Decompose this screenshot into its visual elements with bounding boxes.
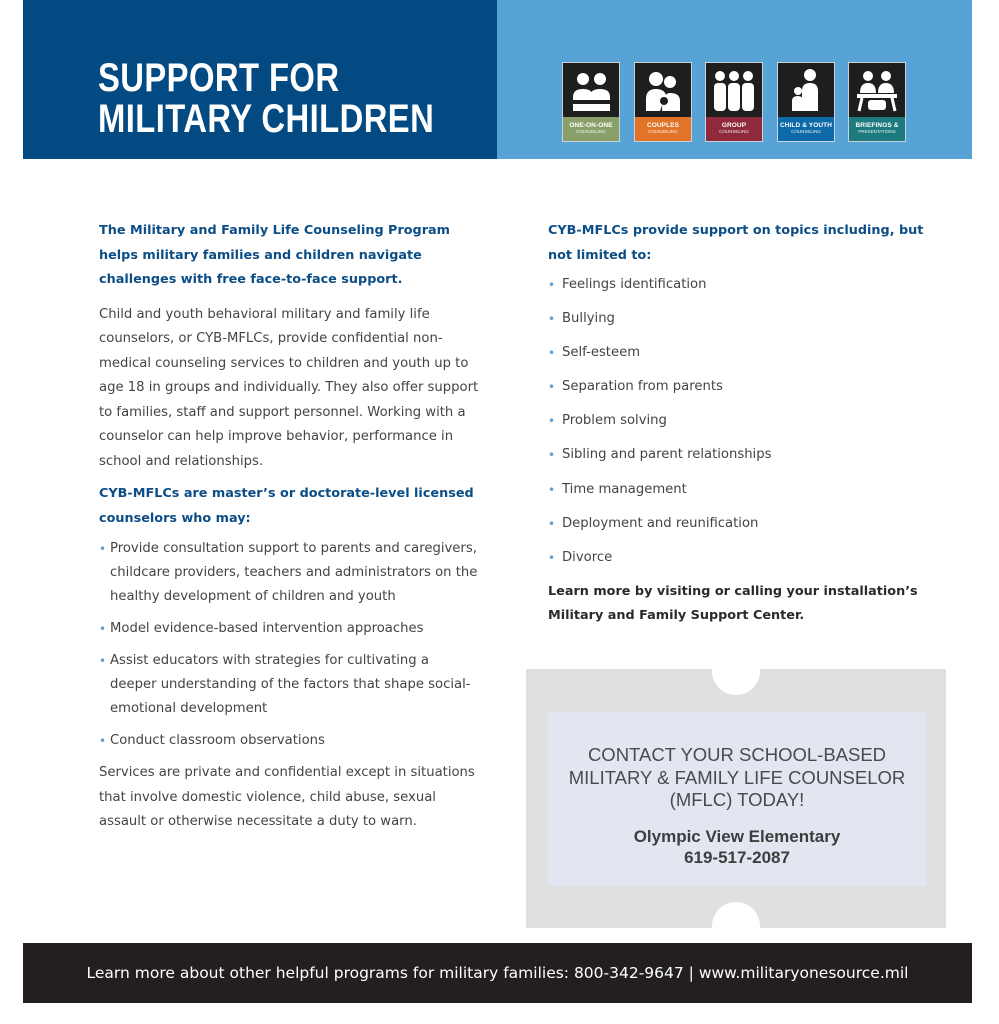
list-item-text: Model evidence-based intervention approaches xyxy=(110,621,424,636)
list-item xyxy=(548,512,928,536)
left-column xyxy=(99,219,479,835)
bullet-icon: • xyxy=(99,734,107,748)
badge-group xyxy=(705,62,763,142)
list-item xyxy=(548,546,928,570)
badge-band xyxy=(778,117,834,141)
list-item-text: Conduct classroom observations xyxy=(110,733,325,748)
list-item-text: Feelings identification xyxy=(562,277,707,292)
contact-heading: CONTACT YOUR SCHOOL-BASED MILITARY & FAMILY LIFE COUNSELOR (MFLC) TODAY! xyxy=(568,744,906,810)
list-item-text: Provide consultation support to parents and caregivers, childcare providers, teachers and administrators on the healthy development of children and youth xyxy=(110,541,478,604)
list-item-text: Deployment and reunification xyxy=(562,515,759,531)
bullet-icon: • xyxy=(548,346,556,361)
list-item-text: Time management xyxy=(562,481,687,497)
list-item-text: Self-esteem xyxy=(562,345,641,361)
counselor-duties-list xyxy=(99,537,479,753)
badge-label: BRIEFINGS & xyxy=(855,122,899,129)
program-description: Child and youth behavioral military and family life counselors, or CYB-MFLCs, provide confidential non-medical counseling services to children and youth up to age 18 in groups and individually. They also offer support to families, staff and support personnel. Working with a counselor can help improve behavior, performance in school and relationships. xyxy=(99,306,479,469)
badge-child-youth xyxy=(777,62,835,142)
footer-text: Learn more about other helpful programs for military families: 800-342-9647 | www.militaryonesource.mil xyxy=(86,964,909,982)
list-item-text: Assist educators with strategies for cultivating a deeper understanding of the factors that shape social-emotional development xyxy=(110,653,471,716)
list-item xyxy=(548,341,928,365)
counselor-qualifications-heading: CYB-MFLCs are master’s or doctorate-level licensed counselors who may: xyxy=(99,486,474,526)
list-item xyxy=(99,537,479,609)
topics-heading: CYB-MFLCs provide support on topics including, but not limited to: xyxy=(548,223,924,263)
support-center-note: Learn more by visiting or calling your installation’s Military and Family Support Center. xyxy=(548,583,918,624)
topics-list xyxy=(548,273,928,570)
bullet-icon: • xyxy=(99,654,107,668)
list-item xyxy=(99,649,479,721)
bullet-icon: • xyxy=(548,448,556,463)
list-item xyxy=(99,617,479,641)
list-item xyxy=(548,409,928,433)
badge-band xyxy=(635,117,691,141)
bullet-icon: • xyxy=(548,278,556,292)
badge-band xyxy=(849,117,905,141)
bullet-icon: • xyxy=(548,482,556,497)
briefings-icon xyxy=(854,67,900,113)
badge-sublabel: COUNSELING xyxy=(719,129,749,134)
list-item-text: Sibling and parent relationships xyxy=(562,447,772,463)
bullet-icon: • xyxy=(548,550,556,565)
badge-sublabel: COUNSELING xyxy=(648,129,678,134)
group-icon xyxy=(711,67,757,113)
list-item xyxy=(99,729,479,753)
bullet-icon: • xyxy=(548,516,556,531)
couples-icon xyxy=(640,67,686,113)
badge-one-on-one xyxy=(562,62,620,142)
badge-label: CHILD & YOUTH xyxy=(779,122,833,129)
badge-label: ONE-ON-ONE xyxy=(569,122,613,129)
page-title xyxy=(98,58,434,140)
badge-couples xyxy=(634,62,692,142)
badge-sublabel: PRESENTATIONS xyxy=(858,129,896,134)
badge-band xyxy=(706,117,762,141)
list-item xyxy=(548,478,928,502)
one-on-one-icon xyxy=(568,67,614,113)
program-intro: The Military and Family Life Counseling Program helps military families and children navigate challenges with free face-to-face support. xyxy=(99,223,450,287)
right-column xyxy=(548,219,928,629)
title-line-1: SUPPORT FOR xyxy=(98,56,340,100)
list-item xyxy=(548,307,928,331)
counselor-phone: 619-517-2087 xyxy=(684,847,790,867)
contact-info-panel xyxy=(548,712,926,886)
badge-band xyxy=(563,117,619,141)
list-item xyxy=(548,443,928,467)
bullet-icon: • xyxy=(99,542,107,556)
card-notch-top xyxy=(712,647,760,695)
badge-sublabel: COUNSELING xyxy=(576,129,606,134)
confidentiality-note: Services are private and confidential except in situations that involve domestic violence, child abuse, sexual assault or otherwise necessitate a duty to warn. xyxy=(99,765,475,829)
badge-briefings xyxy=(848,62,906,142)
bullet-icon: • xyxy=(548,414,556,429)
badge-label: GROUP xyxy=(721,122,747,129)
title-line-2: MILITARY CHILDREN xyxy=(98,97,435,141)
list-item-text: Separation from parents xyxy=(562,379,723,395)
list-item-text: Divorce xyxy=(562,549,613,565)
school-name: Olympic View Elementary xyxy=(633,826,841,846)
list-item-text: Problem solving xyxy=(562,413,667,429)
badge-sublabel: COUNSELING xyxy=(791,129,821,134)
bullet-icon: • xyxy=(548,312,556,327)
bullet-icon: • xyxy=(99,622,107,636)
badge-label: COUPLES xyxy=(646,122,680,129)
child-youth-icon xyxy=(783,67,829,113)
list-item-text: Bullying xyxy=(562,311,615,327)
list-item xyxy=(548,375,928,399)
list-item xyxy=(548,273,928,297)
footer-bar xyxy=(23,943,972,1003)
bullet-icon: • xyxy=(548,380,556,395)
